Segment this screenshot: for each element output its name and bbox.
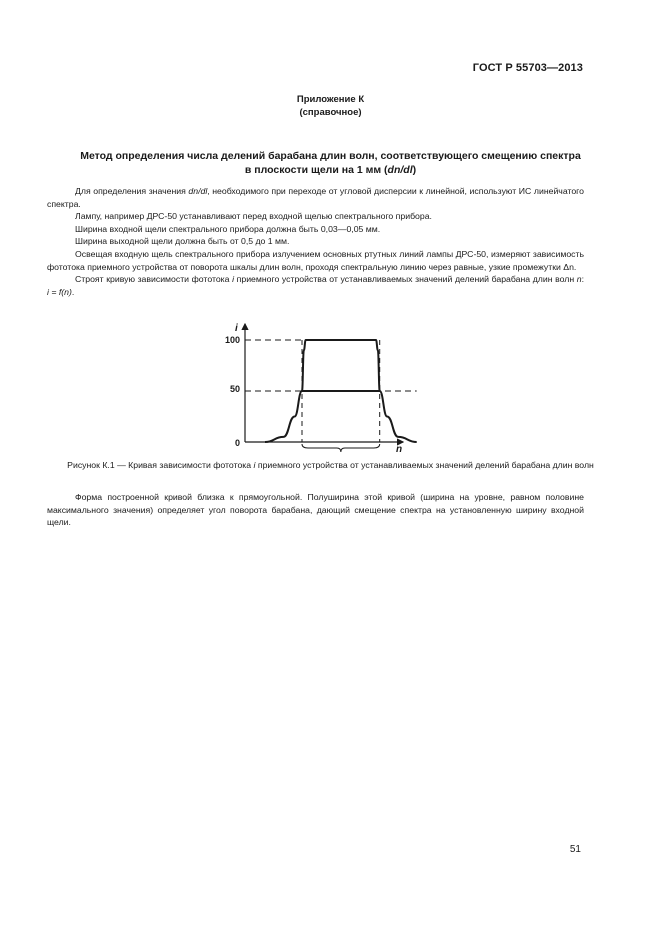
closing-paragraph: Форма построенной кривой близка к прямоугольной. Полуширина этой кривой (ширина на уровне, равном половине максимального значения) определяет угол поворота барабана, дающий смещение спектра на установленную ширину входной щели. (47, 492, 584, 528)
section-title-line2 (60, 163, 601, 177)
paragraph-6-var-i: i (232, 274, 235, 285)
appendix-subtitle: (справочное) (299, 107, 362, 118)
body-text (47, 185, 584, 298)
paragraph-6-text-d: . (71, 286, 75, 297)
paragraph-6 (47, 273, 584, 298)
y-tick-label-0: 0 (234, 438, 240, 448)
closing-text (47, 491, 584, 529)
section-title (60, 149, 601, 177)
page-number: 51 (569, 844, 581, 855)
section-title-var: dn/dl (387, 164, 413, 176)
paragraph-1 (47, 185, 584, 210)
paragraph-6-formula: i = f(n) (47, 286, 72, 297)
figure-chart (205, 318, 420, 453)
paragraph-6-var-n: n (576, 274, 582, 285)
paragraph-6-text-b: приемного устройства от устанавливаемых значений делений барабана длин волн (234, 274, 577, 285)
section-title-text-b: ) (412, 164, 417, 176)
document-code: ГОСТ Р 55703—2013 (472, 62, 583, 74)
section-title-text-a: в плоскости щели на 1 мм ( (244, 164, 388, 176)
y-axis-label: i (235, 323, 238, 334)
appendix-title: Приложение К (296, 94, 365, 105)
x-axis-label: n (396, 444, 403, 453)
figure-caption-text-b: приемного устройства от устанавливаемых значений делений барабана длин волн (255, 460, 594, 470)
paragraph-5: Освещая входную щель спектрального прибора излучением основных ртутных линий лампы ДРС-50, измеряют зависимость фототока приемного устройства от поворота шкалы длин волн, проходя спектральную линию через равные, узкие промежутки Δn. (47, 248, 584, 272)
paragraph-2: Лампу, например ДРС-50 устанавливают перед входной щелью спектрального прибора. (75, 211, 432, 222)
appendix-heading (0, 93, 661, 119)
figure-caption (55, 459, 606, 472)
y-tick-label-100: 100 (224, 335, 240, 345)
half-width-brace (302, 444, 380, 452)
chart-svg (205, 318, 420, 453)
paragraph-6-text-a: Строят кривую зависимости фототока (75, 274, 233, 285)
paragraph-6-text-c: : (581, 274, 585, 285)
paragraph-3: Ширина входной щели спектрального прибора должна быть 0,03—0,05 мм. (75, 223, 381, 234)
y-tick-label-50: 50 (229, 384, 240, 394)
paragraph-1-var: dn/dl (188, 186, 208, 196)
paragraph-1-text-a: Для определения значения (75, 186, 189, 196)
figure-caption-var: i (253, 460, 256, 470)
paragraph-4: Ширина выходной щели должна быть от 0,5 до 1 мм. (75, 236, 290, 247)
section-title-line1: Метод определения числа делений барабана длин волн, соответствующего смещению спектра (80, 150, 581, 162)
figure-caption-text-a: Рисунок К.1 — Кривая зависимости фототока (67, 460, 254, 470)
paragraph-1-text-b: , необходимого при переходе от угловой дисперсии к линейной, используют ИС линейчатого спектра. (47, 186, 584, 209)
